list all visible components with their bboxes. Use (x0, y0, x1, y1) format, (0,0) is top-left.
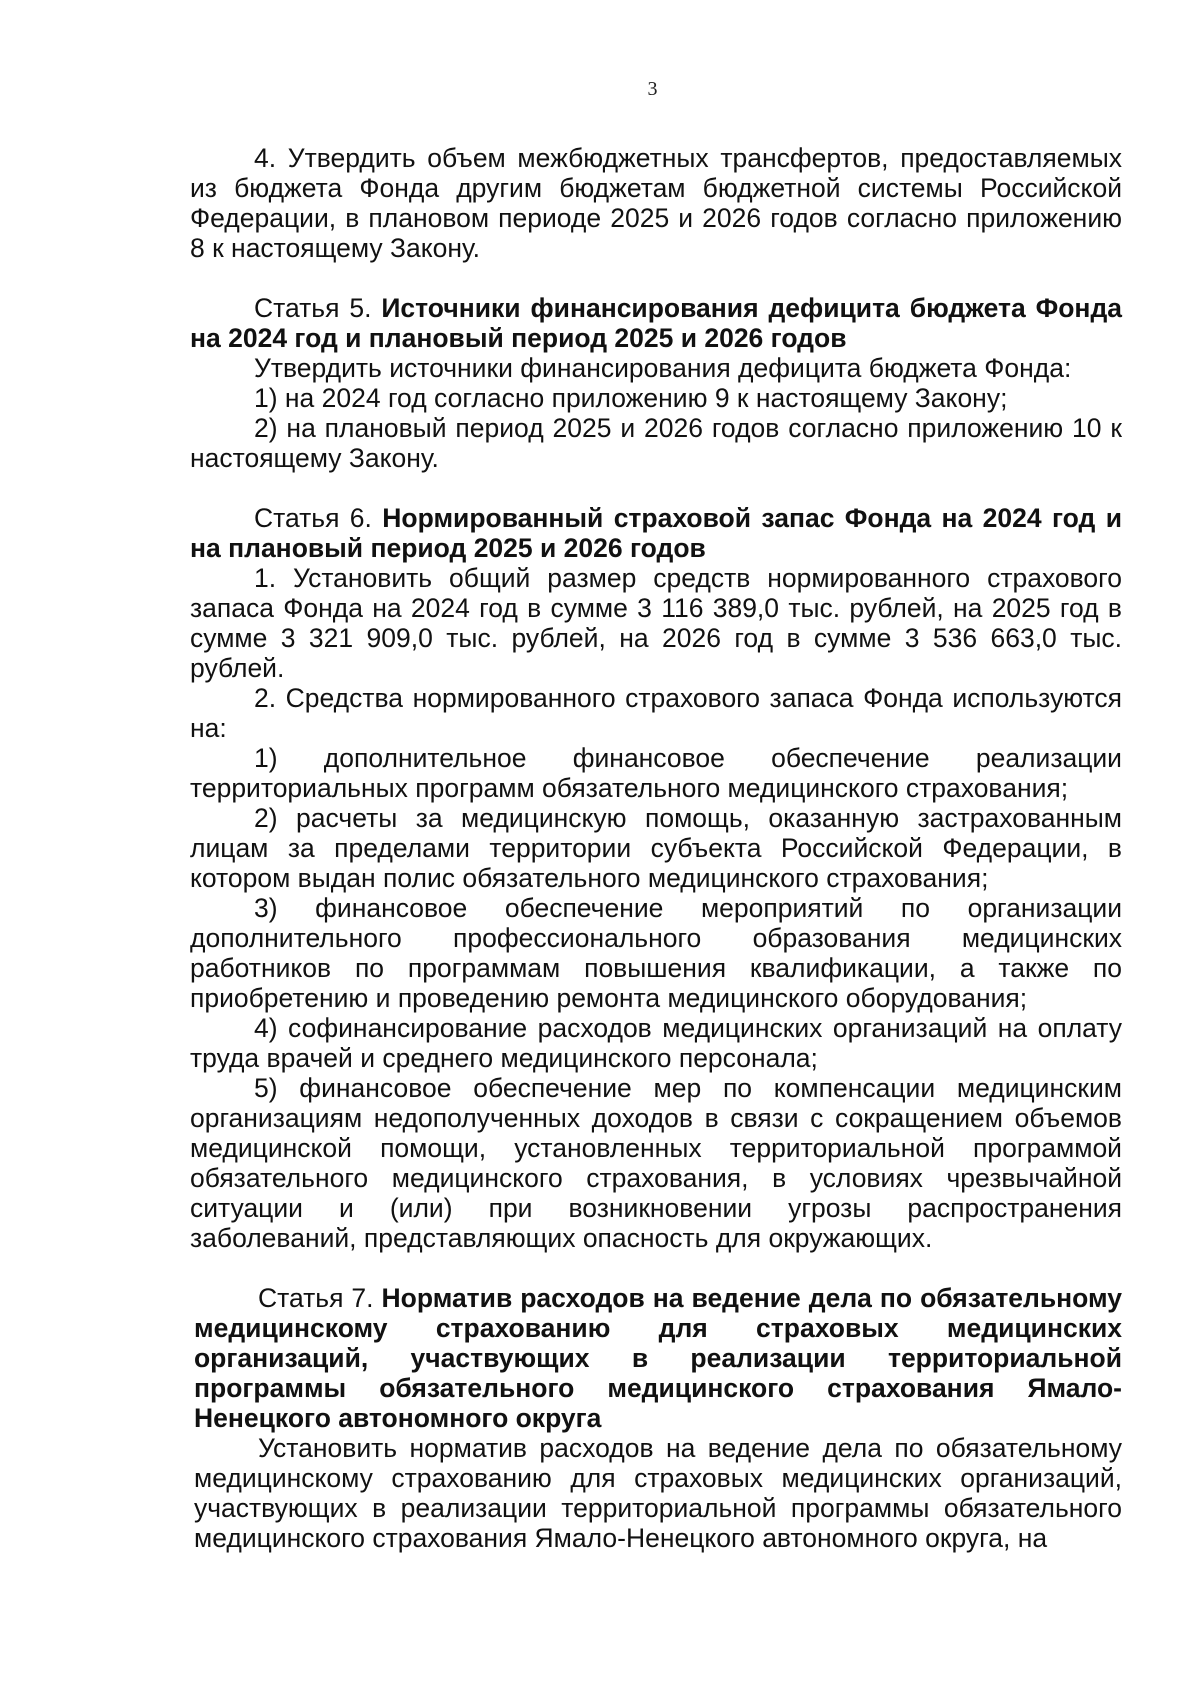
article-5-item: Утвердить источники финансирования дефицита бюджета Фонда: (254, 353, 1072, 383)
article-5-item: 1) на 2024 год согласно приложению 9 к настоящему Закону; (254, 383, 1008, 413)
article-5-prefix: Статья 5. (254, 293, 372, 323)
article-6-item: 1) дополнительное финансовое обеспечение реализации территориальных программ обязательного медицинского страхования; (190, 743, 1122, 803)
page-number: 3 (647, 78, 658, 100)
spacer (190, 1253, 1122, 1283)
spacer (190, 473, 1122, 503)
article-5-heading (190, 293, 1122, 353)
article-6-item: 2. Средства нормированного страхового запаса Фонда используются на: (190, 683, 1122, 743)
article-7-block (194, 1283, 1122, 1553)
article-5-title: Источники финансирования дефицита бюджета Фонда на 2024 год и плановый период 2025 и 2026 годов (190, 293, 1123, 353)
article-7-item: Установить норматив расходов на ведение дела по обязательному медицинскому страхованию для страховых медицинских организаций, участвующих в реализации территориальной программы обязательного медицинского страхования Ямало-Ненецкого автономного округа, на (194, 1433, 1122, 1553)
document-body (190, 143, 1122, 1553)
article-6-item: 1. Установить общий размер средств нормированного страхового запаса Фонда на 2024 год в сумме 3 116 389,0 тыс. рублей, на 2025 год в сумме 3 321 909,0 тыс. рублей, на 2026 год в сумме 3 536 663,0 тыс. рублей. (190, 563, 1122, 683)
article-6-item: 2) расчеты за медицинскую помощь, оказанную застрахованным лицам за пределами территории субъекта Российской Федерации, в котором выдан полис обязательного медицинского страхования; (190, 803, 1122, 893)
article-6-item: 4) софинансирование расходов медицинских организаций на оплату труда врачей и среднего медицинского персонала; (190, 1013, 1122, 1073)
paragraph-intertransfers: 4. Утвердить объем межбюджетных трансфертов, предоставляемых из бюджета Фонда другим бюджетам бюджетной системы Российской Федерации, в плановом периоде 2025 и 2026 годов согласно приложению 8 к настоящему Закону. (190, 143, 1122, 263)
article-6-item: 5) финансовое обеспечение мер по компенсации медицинским организациям недополученных доходов в связи с сокращением объемов медицинской помощи, установленных территориальной программой обязательного медицинского страхования, в условиях чрезвычайной ситуации и (или) при возникновении угрозы распространения заболеваний, представляющих опасность для окружающих. (190, 1073, 1122, 1253)
article-7-prefix: Статья 7. (258, 1283, 374, 1313)
article-6-item: 3) финансовое обеспечение мероприятий по организации дополнительного профессионального образования медицинских работников по программам повышения квалификации, а также по приобретению и проведению ремонта медицинского оборудования; (190, 893, 1122, 1013)
article-6-heading (190, 503, 1122, 563)
article-6-title: Нормированный страховой запас Фонда на 2024 год и на плановый период 2025 и 2026 годов (190, 503, 1122, 563)
article-7-heading (194, 1283, 1122, 1433)
article-5-item: 2) на плановый период 2025 и 2026 годов согласно приложению 10 к настоящему Закону. (190, 413, 1122, 473)
article-6-prefix: Статья 6. (254, 503, 372, 533)
article-7-title: Норматив расходов на ведение дела по обязательному медицинскому страхованию для страховых медицинских организаций, участвующих в реализации территориальной программы обязательного медицинского страхования Ямало-Ненецкого автономного округа (194, 1283, 1122, 1433)
spacer (190, 263, 1122, 293)
